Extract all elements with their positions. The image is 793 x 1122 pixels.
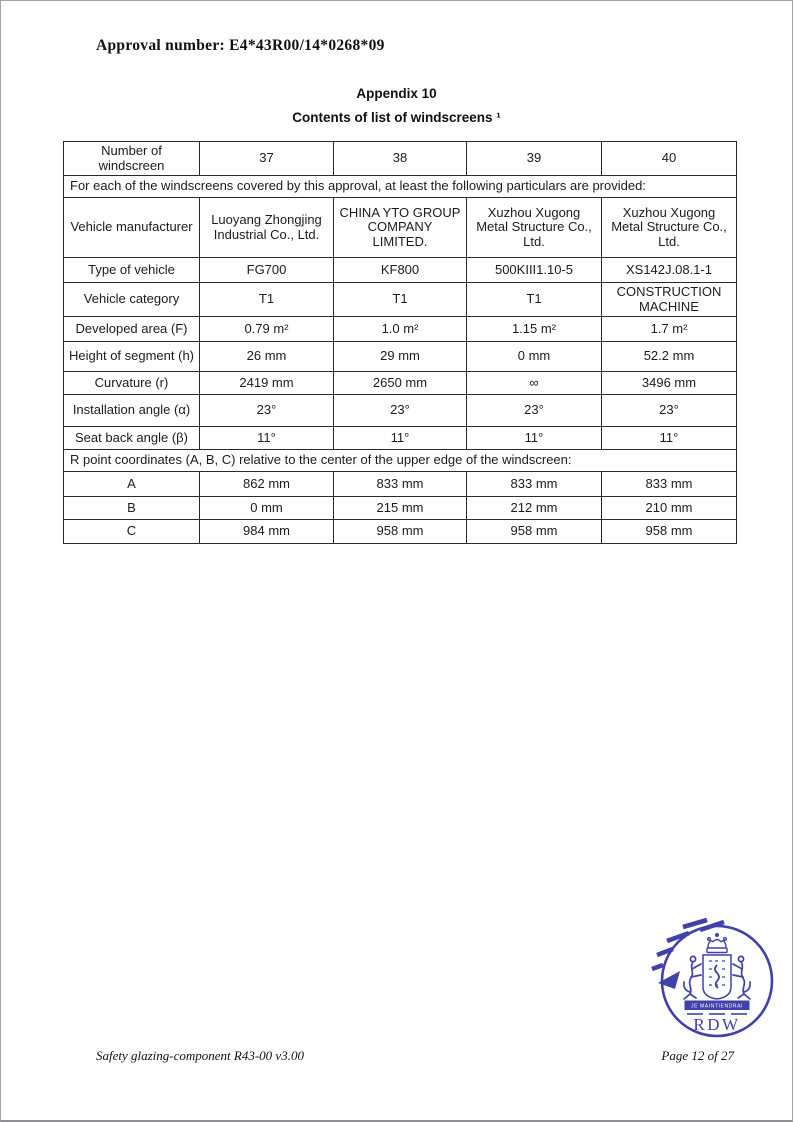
table-cell: T1 [467,283,602,317]
table-row-height-segment [64,342,737,372]
table-cell: 11° [334,427,467,450]
table-cell: 1.7 m² [602,317,737,342]
speed-dashes-icon [652,920,724,969]
table-cell: 26 mm [200,342,334,372]
table-cell: 0 mm [467,342,602,372]
table-cell: T1 [334,283,467,317]
rdw-logo [645,917,785,1043]
motto-text: JE MAINTIENDRAI [690,1003,744,1010]
table-cell: 958 mm [467,520,602,544]
table-cell: 215 mm [334,497,467,520]
table-cell: Xuzhou Xugong Metal Structure Co., Ltd. [602,198,737,258]
table-row-C [64,520,737,544]
table-cell: KF800 [334,258,467,283]
row-label: A [64,472,200,497]
table-row-category [64,283,737,317]
title-block [1,86,792,125]
table-cell: 23° [334,395,467,427]
table-cell: 11° [467,427,602,450]
table-cell: 3496 mm [602,372,737,395]
table-cell: 958 mm [602,520,737,544]
windscreen-table [63,141,737,544]
table-cell: FG700 [200,258,334,283]
table-cell: 958 mm [334,520,467,544]
row-label: Seat back angle (β) [64,427,200,450]
table-cell: T1 [200,283,334,317]
rpoint-note: R point coordinates (A, B, C) relative to the center of the upper edge of the windscreen: [64,450,737,472]
row-label: C [64,520,200,544]
table-cell: 37 [200,142,334,176]
table-cell: 52.2 mm [602,342,737,372]
lion-right-icon [733,956,750,999]
table-cell: 11° [200,427,334,450]
row-label: Number of windscreen [64,142,200,176]
table-cell: 23° [200,395,334,427]
table-cell: 2419 mm [200,372,334,395]
table-cell: XS142J.08.1-1 [602,258,737,283]
table-cell: 40 [602,142,737,176]
rdw-wordmark: RDW [693,1015,741,1034]
table-row-installation-angle [64,395,737,427]
table-cell: CONSTRUCTION MACHINE [602,283,737,317]
table-cell: 29 mm [334,342,467,372]
table-row-curvature [64,372,737,395]
row-label: Type of vehicle [64,258,200,283]
table-cell: 212 mm [467,497,602,520]
table-cell: 833 mm [602,472,737,497]
table-row-A [64,472,737,497]
table-cell: 39 [467,142,602,176]
table-cell: 1.15 m² [467,317,602,342]
table-row-note [64,176,737,198]
table-cell: CHINA YTO GROUP COMPANY LIMITED. [334,198,467,258]
motto-banner [685,1001,749,1010]
table-cell: 0 mm [200,497,334,520]
footer-page-number: Page 12 of 27 [661,1048,734,1063]
footer-document-version: Safety glazing-component R43-00 v3.00 [96,1048,304,1063]
rdw-logo-graphic [645,917,785,1043]
table-row-B [64,497,737,520]
table-row-rpoint-note [64,450,737,472]
row-label: Curvature (r) [64,372,200,395]
table-cell: 23° [602,395,737,427]
table-cell: 11° [602,427,737,450]
table-row-developed-area [64,317,737,342]
table-cell: 38 [334,142,467,176]
row-label: Vehicle manufacturer [64,198,200,258]
lion-left-icon [684,956,701,999]
table-cell: 833 mm [467,472,602,497]
row-label: Installation angle (α) [64,395,200,427]
table-cell: 984 mm [200,520,334,544]
shield-icon [703,955,731,999]
row-label: Developed area (F) [64,317,200,342]
table-cell: 23° [467,395,602,427]
table-cell: 833 mm [334,472,467,497]
table-cell: 210 mm [602,497,737,520]
table-cell: 0.79 m² [200,317,334,342]
table-cell: Luoyang Zhongjing Industrial Co., Ltd. [200,198,334,258]
document-subtitle: Contents of list of windscreens ¹ [292,110,501,125]
particulars-note: For each of the windscreens covered by this approval, at least the following particulars are provided: [64,176,737,198]
table-row-manufacturer [64,198,737,258]
table-cell: 2650 mm [334,372,467,395]
row-label: Vehicle category [64,283,200,317]
table-cell: Xuzhou Xugong Metal Structure Co., Ltd. [467,198,602,258]
table-row-type [64,258,737,283]
crown-icon [707,933,727,953]
row-label: B [64,497,200,520]
table-cell: 500KIII1.10-5 [467,258,602,283]
table-row-seat-back-angle [64,427,737,450]
approval-number: Approval number: E4*43R00/14*0268*09 [96,37,385,54]
table-row-number [64,142,737,176]
table-cell: 1.0 m² [334,317,467,342]
row-label: Height of segment (h) [64,342,200,372]
appendix-title: Appendix 10 [356,86,437,101]
table-cell: ∞ [467,372,602,395]
table-cell: 862 mm [200,472,334,497]
